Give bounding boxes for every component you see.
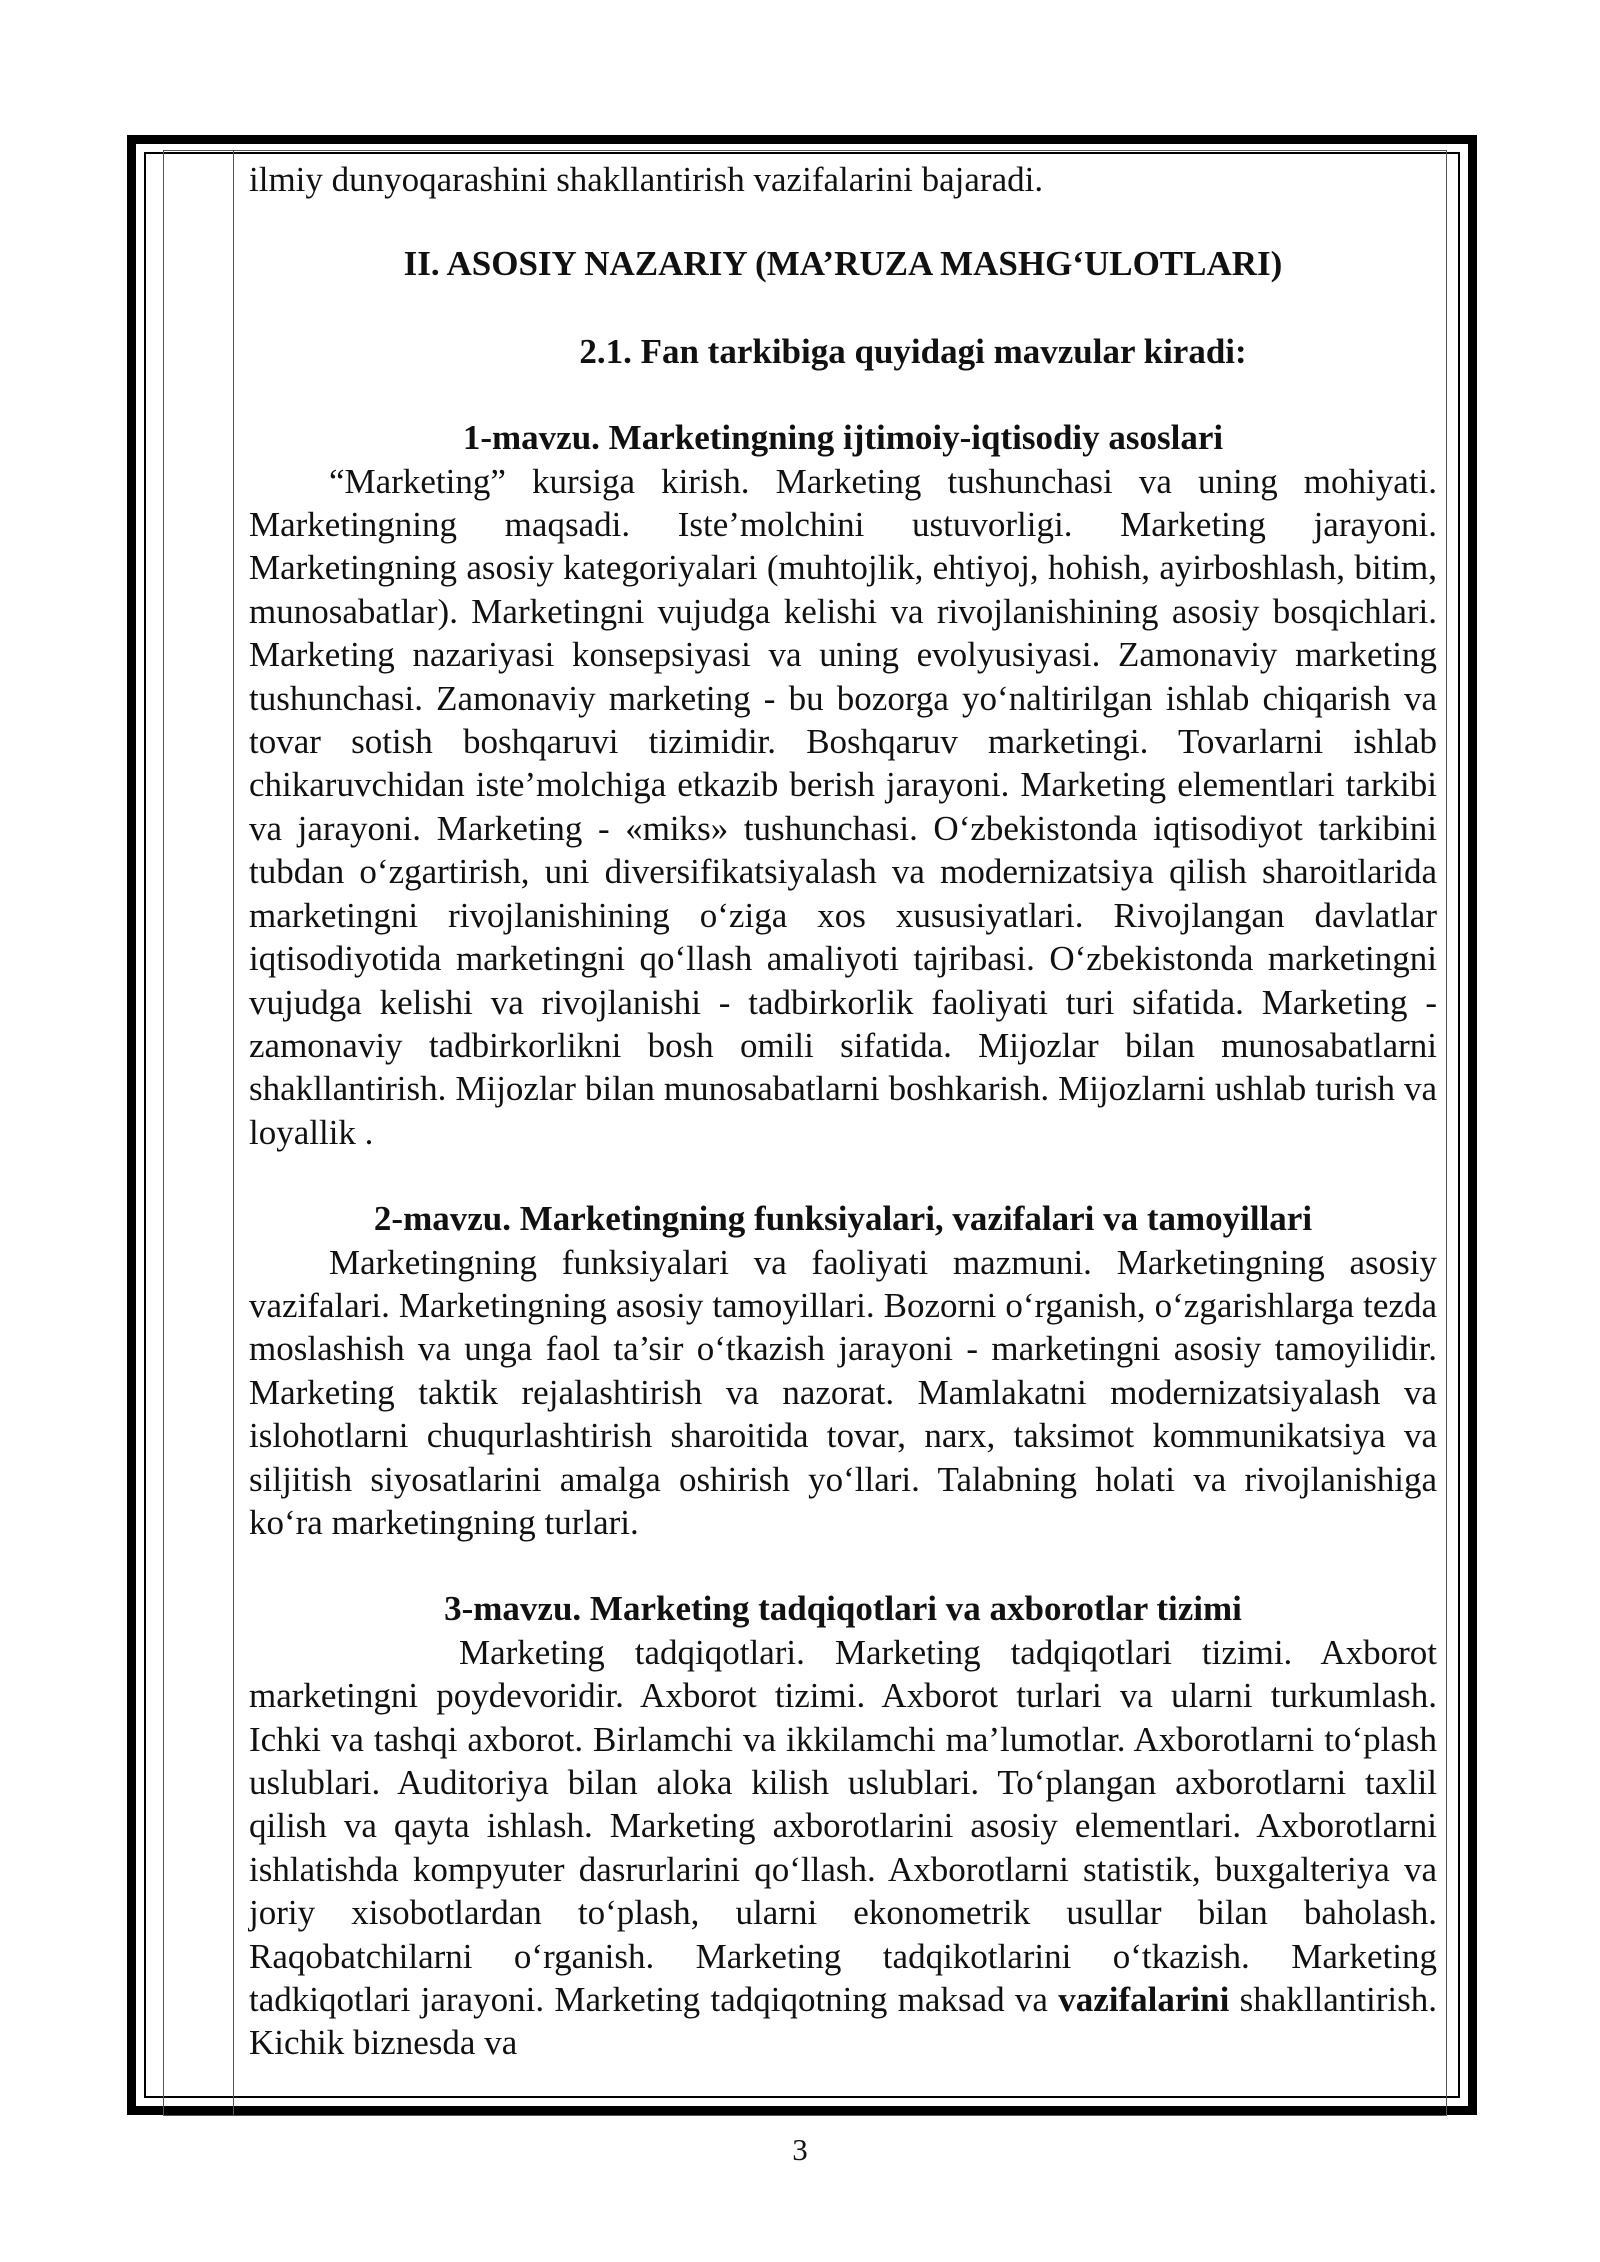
spacer [249,1544,1437,1587]
subsection-title: 2.1. Fan tarkibiga quyidagi mavzular kiradi: [579,331,1247,371]
topic-3-body-text-end: shakllantirish. Kichik biznesda va [249,1980,1437,2063]
section-title: II. ASOSIY NAZARIY (MA’RUZA MASHG‘ULOTLARI) [403,244,1283,284]
topic-3-body [249,1631,1437,2065]
topic-1-title: 1-mavzu. Marketingning ijtimoiy-iqtisodiy asoslari [462,418,1224,458]
topic-2-title: 2-mavzu. Marketingning funksiyalari, vazifalari va tamoyillari [373,1199,1313,1239]
intro-line: ilmiy dunyoqarashini shakllantirish vazifalarini bajaradi. [249,160,1044,199]
page-number: 3 [792,2132,808,2167]
topic-3-body-text: Marketing tadqiqotlari. Marketing tadqiqotlari tizimi. Axborot marketingni poydevoridir. Axborot tizimi. Axborot turlari va ularni turkumlash. Ichki va tashqi axborot. Birlamchi va ikkilamchi ma’lumotlar. Axborotlarni to‘plash uslublari. Auditoriya bilan aloka kilish uslublari. To‘plangan axborotlarni taxlil qilish va qayta ishlash. Marketing axborotlarini asosiy elementlari. Axborotlarni ishlatishda kompyuter dasrurlarini qo‘llash. Axborotlarni statistik, buxgalteriya va joriy xisobotlardan to‘plash, ularni ekonometrik usullar bilan baholash. Raqobatchilarni o‘rganish. Marketing tadqikotlarini o‘tkazish. Marketing tadkiqotlari jarayoni. Marketing tadqiqotning maksad va [249,1632,1437,2020]
document-body [249,158,1437,2065]
topic-3-body-bold: vazifalarini [1058,1980,1230,2020]
spacer [249,1154,1437,1197]
topic-3-title: 3-mavzu. Marketing tadqiqotlari va axborotlar tizimi [444,1589,1242,1629]
table-column-divider [233,150,234,2116]
topic-1-body: “Marketing” kursiga kirish. Marketing tushunchasi va uning mohiyati. Marketingning maqsadi. Iste’molchini ustuvorligi. Marketing jarayoni. Marketingning asosiy kategoriyalari (muhtojlik, ehtiyoj, hohish, ayirboshlash, bitim, munosabatlar). Marketingni vujudga kelishi va rivojlanishining asosiy bosqichlari. Marketing nazariyasi konsepsiyasi va uning evolyusiyasi. Zamonaviy marketing tushunchasi. Zamonaviy marketing - bu bozorga yo‘naltirilgan ishlab chiqarish va tovar sotish boshqaruvi tizimidir. Boshqaruv marketingi. Tovarlarni ishlab chikaruvchidan iste’molchiga etkazib berish jarayoni. Marketing elementlari tarkibi va jarayoni. Marketing - «miks» tushunchasi. O‘zbekistonda iqtisodiyot tarkibini tubdan o‘zgartirish, uni diversifikatsiyalash va modernizatsiya qilish sharoitlarida marketingni rivojlanishining o‘ziga xos xususiyatlari. Rivojlangan davlatlar iqtisodiyotida marketingni qo‘llash amaliyoti tajribasi. O‘zbekistonda marketingni vujudga kelishi va rivojlanishi - tadbirkorlik faoliyati turi sifatida. Marketing - zamonaviy tadbirkorlikni bosh omili sifatida. Mijozlar bilan munosabatlarni shakllantirish. Mijozlar bilan munosabatlarni boshkarish. Mijozlarni ushlab turish va loyallik . [249,461,1437,1152]
topic-2-body: Marketingning funksiyalari va faoliyati mazmuni. Marketingning asosiy vazifalari. Marketingning asosiy tamoyillari. Bozorni o‘rganish, o‘zgarishlarga tezda moslashish va unga faol ta’sir o‘tkazish jarayoni - marketingni asosiy tamoyilidir. Marketing taktik rejalashtirish va nazorat. Mamlakatni modernizatsiyalash va islohotlarni chuqurlashtirish sharoitida tovar, narx, taksimot kommunikatsiya va siljitish siyosatlarini amalga oshirish yo‘llari. Talabning holati va rivojlanishiga ko‘ra marketingning turlari. [249,1242,1437,1542]
